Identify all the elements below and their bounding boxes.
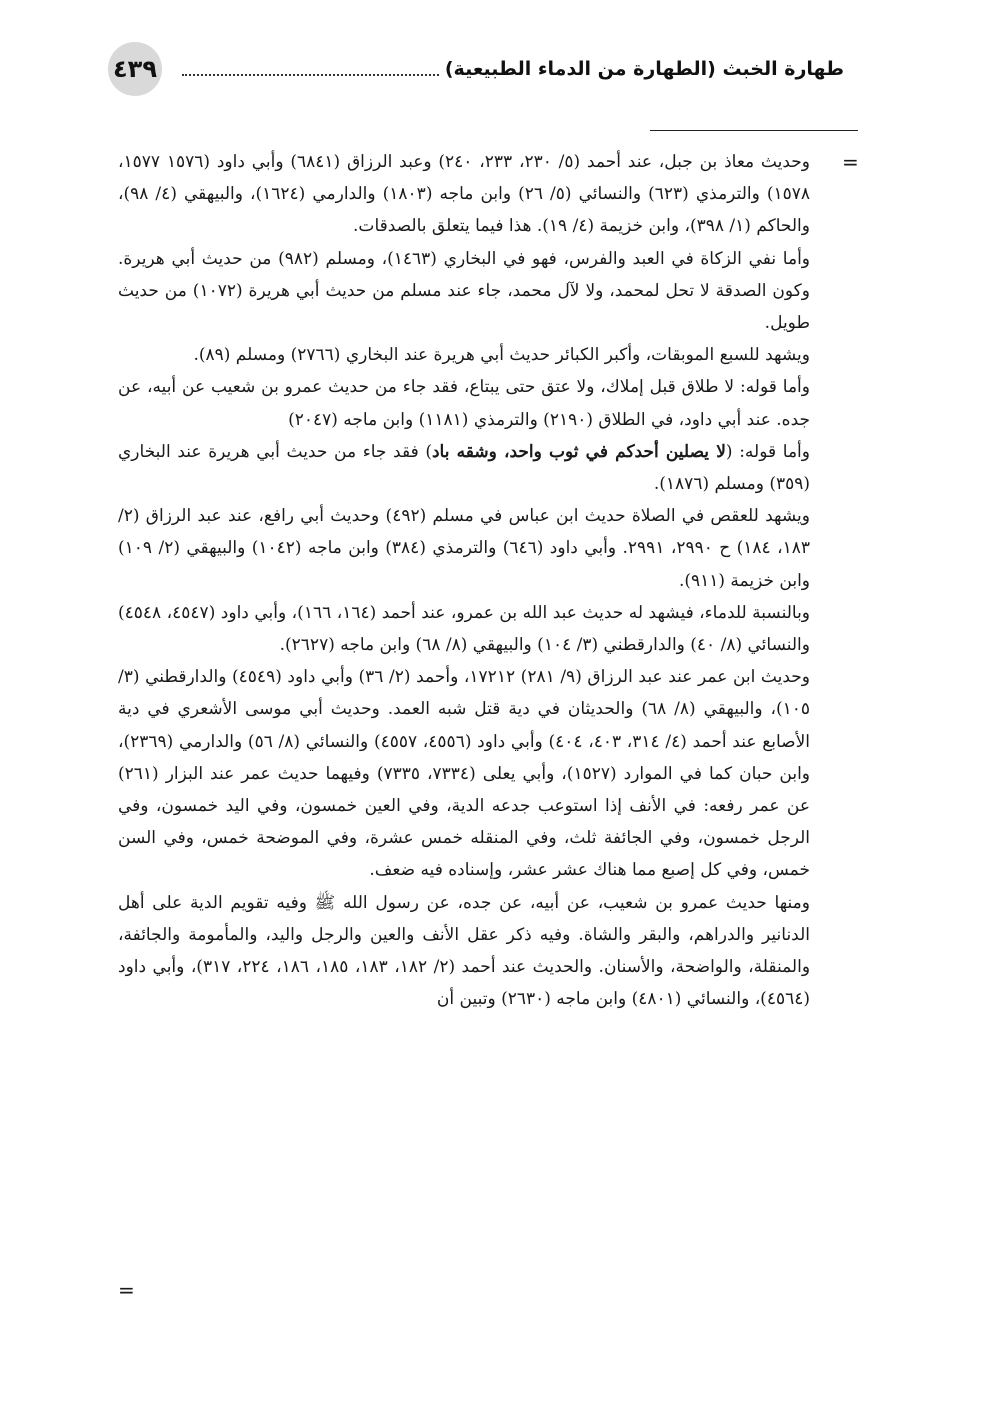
running-header	[176, 54, 844, 84]
paragraph-text: وحديث ابن عمر عند عبد الرزاق (٩/ ٢٨١) ١٧٢١٢، وأحمد (٢/ ٣٦) وأبي داود (٤٥٤٩) والدارقطني (٣/ ١٠٥)، والبيهقي (٨/ ٦٨) والحديثان في دية قتل شبه العمد. وحديث أبي موسى الأشعري في دية الأصابع عند أحمد (٤/ ٣١٤، ٤٠٣، ٤٠٤) وأبي داود (٤٥٥٦، ٤٥٥٧) والنسائي (٨/ ٥٦) والدارمي (٢٣٦٩)، وابن حبان كما في الموارد (١٥٢٧)، وأبي يعلى (٧٣٣٤، ٧٣٣٥) وفيهما حديث عمر عند البزار (٢٦١) عن عمر رفعه: في الأنف إذا استوعب جدعه الدية، وفي العين خمسون، وفي اليد خمسون، وفي الرجل خمسون، وفي الجائفة ثلث، وفي المنقله خمس عشرة، وفي الموضحة خمس، وفي السن خمس، وفي كل إصبع مما هناك عشر عشر، وإسناده فيه ضعف.	[118, 667, 811, 881]
paragraph-text: وأما نفي الزكاة في العبد والفرس، فهو في البخاري (١٤٦٣)، ومسلم (٩٨٢) من حديث أبي هريرة. وكون الصدقة لا تحل لمحمد، ولا لآل محمد، جاء عند مسلم من حديث أبي هريرة (١٠٧٢) من حديث طويل.	[118, 248, 810, 334]
page-number: ٤٣٩	[108, 42, 162, 96]
footnote-paragraph	[118, 339, 810, 371]
footnote-paragraph	[118, 436, 810, 500]
footnote-paragraph	[118, 243, 810, 340]
dotted-leader	[182, 74, 439, 76]
chapter-title: طهارة الخبث (الطهارة من الدماء الطبيعية)	[444, 58, 844, 80]
continuation-mark-top: =	[842, 150, 859, 174]
paragraph-text: ومنها حديث عمرو بن شعيب، عن أبيه، عن جده، عن رسول الله ﷺ وفيه تقويم الدية على أهل الدنانير والدراهم، والبقر والشاة. وفيه ذكر عقل الأنف والعين والرجل واليد، والمأمومة والجائفة، والمنقلة، والواضحة، والأسنان. والحديث عند أحمد (٢/ ١٨٢، ١٨٣، ١٨٥، ١٨٦، ٢٢٤، ٣١٧)، وأبي داود (٤٥٦٤)، والنسائي (٤٨٠١) وابن ماجه (٢٦٣٠) وتبين أن	[118, 892, 811, 1010]
paragraph-text: وبالنسبة للدماء، فيشهد له حديث عبد الله بن عمرو، عند أحمد (١٦٤، ١٦٦)، وأبي داود (٤٥٤٧، ٤٥٤٨) والنسائي (٨/ ٤٠) والدارقطني (٣/ ١٠٤) والبيهقي (٨/ ٦٨) وابن ماجه (٢٦٢٧).	[118, 602, 811, 656]
paragraph-text: وأما قوله: (	[725, 441, 810, 462]
paragraph-text: ويشهد للعقص في الصلاة حديث ابن عباس في مسلم (٤٩٢) وحديث أبي رافع، عند عبد الرزاق (٢/ ١٨٣، ١٨٤) ح ٢٩٩٠، ٢٩٩١. وأبي داود (٦٤٦) والترمذي (٣٨٤) وابن ماجه (١٠٤٢) والبيهقي (٢/ ١٠٩) وابن خزيمة (٩١١).	[118, 506, 810, 591]
paragraph-text: وأما قوله: لا طلاق قبل إملاك، ولا عتق حتى يبتاع، فقد جاء من حديث عمرو بن شعيب عن أبيه، عن جده. عند أبي داود، في الطلاق (٢١٩٠) والترمذي (١١٨١) وابن ماجه (٢٠٤٧)	[118, 377, 810, 430]
quoted-hadith-text: لا يصلين أحدكم في ثوب واحد، وشقه باد	[431, 441, 726, 462]
paragraph-text: ) فقد جاء من حديث أبي هريرة عند البخاري (٣٥٩) ومسلم (١٨٧٦).	[118, 441, 810, 495]
footnote-paragraph	[118, 597, 810, 661]
footnote-paragraph	[118, 500, 810, 597]
paragraph-text: ويشهد للسبع الموبقات، وأكبر الكبائر حديث أبي هريرة عند البخاري (٢٧٦٦) ومسلم (٨٩).	[193, 345, 810, 366]
footnote-body	[118, 146, 810, 1015]
footnote-paragraph	[118, 371, 810, 435]
footnote-paragraph	[118, 887, 810, 1016]
continuation-mark-bottom: =	[118, 1278, 135, 1302]
footnote-paragraph	[118, 661, 810, 886]
paragraph-text: وحديث معاذ بن جبل، عند أحمد (٥/ ٢٣٠، ٢٣٣، ٢٤٠) وعبد الرزاق (٦٨٤١) وأبي داود (١٥٧٦ ١٥٧٧، ١٥٧٨) والترمذي (٦٢٣) والنسائي (٥/ ٢٦) وابن ماجه (١٨٠٣) والدارمي (١٦٢٤)، والبيهقي (٤/ ٩٨)، والحاكم (١/ ٣٩٨)، وابن خزيمة (٤/ ١٩). هذا فيما يتعلق بالصدقات.	[118, 152, 811, 237]
footnote-paragraph	[118, 146, 810, 243]
footnote-separator-rule	[650, 130, 858, 131]
